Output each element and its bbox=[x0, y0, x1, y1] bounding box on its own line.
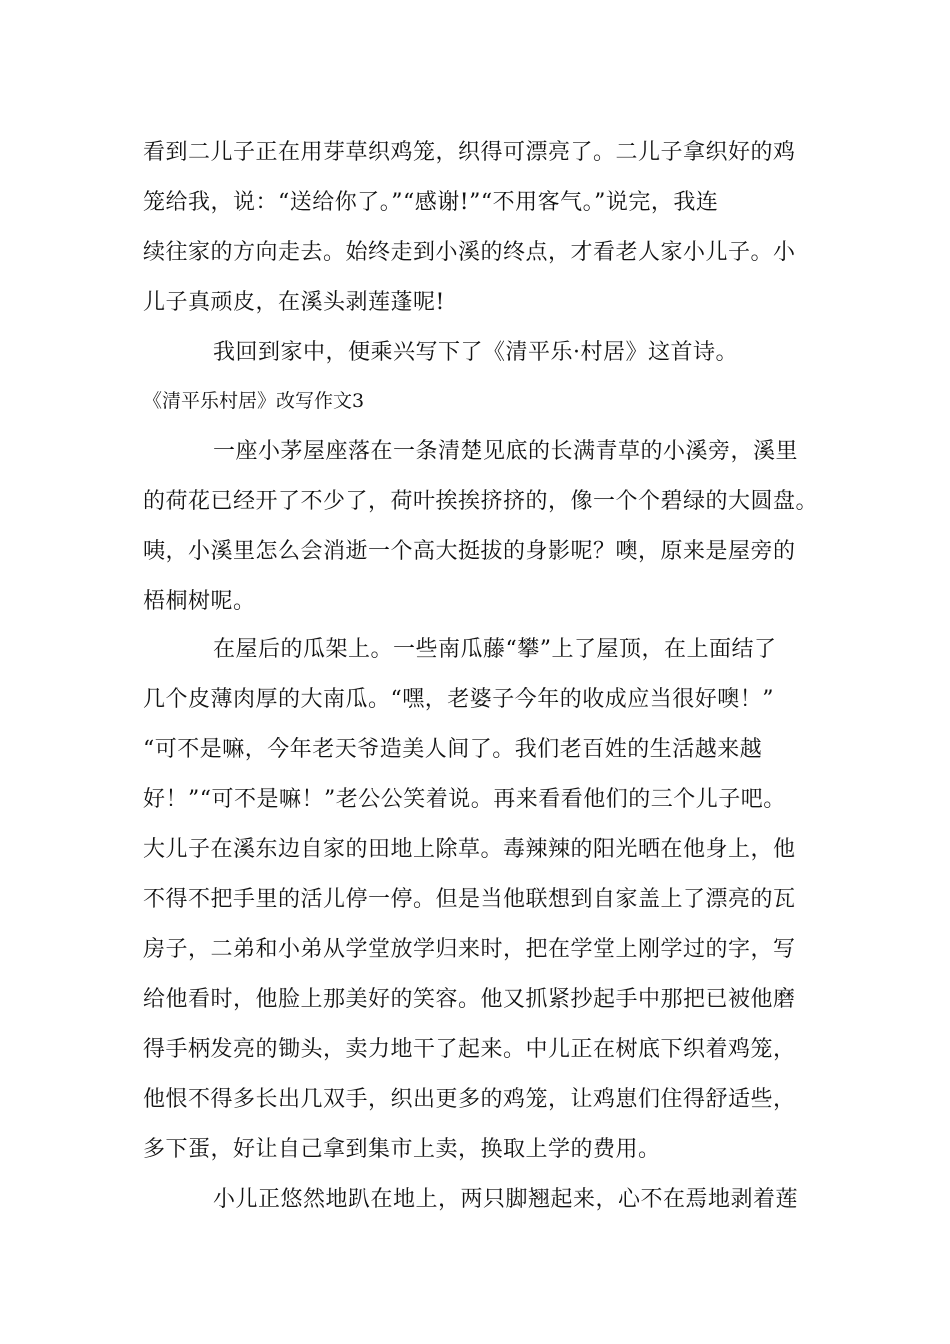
text-line: “可不是嘛，今年老天爷造美人间了。我们老百姓的生活越来越 bbox=[143, 737, 763, 762]
text-line: 不得不把手里的活儿停一停。但是当他联想到自家盖上了漂亮的瓦 bbox=[143, 887, 796, 912]
text-line: 的荷花已经开了不少了，荷叶挨挨挤挤的，像一个个碧绿的大圆盘。 bbox=[143, 489, 819, 514]
text-line: 笼给我，说：“送给你了。”“感谢!”“不用客气。”说完，我连 bbox=[143, 190, 719, 215]
text-line: 咦，小溪里怎么会消逝一个高大挺拔的身影呢？噢，原来是屋旁的 bbox=[143, 539, 796, 564]
text-line: 续往家的方向走去。始终走到小溪的终点，才看老人家小儿子。小 bbox=[143, 240, 796, 265]
text-line: 房子，二弟和小弟从学堂放学归来时，把在学堂上刚学过的字，写 bbox=[143, 937, 796, 962]
text-line: 在屋后的瓜架上。一些南瓜藤“攀”上了屋顶，在上面结了 bbox=[213, 637, 777, 662]
text-line: 多下蛋，好让自己拿到集市上卖，换取上学的费用。 bbox=[143, 1137, 661, 1162]
text-line: 给他看时，他脸上那美好的笑容。他又抓紧抄起手中那把已被他磨 bbox=[143, 987, 796, 1012]
text-line: 小儿正悠然地趴在地上，两只脚翘起来，心不在焉地剥着莲 bbox=[213, 1187, 799, 1212]
text-line: 几个皮薄肉厚的大南瓜。“嘿，老婆子今年的收成应当很好噢！” bbox=[143, 687, 774, 712]
text-line: 一座小茅屋座落在一条清楚见底的长满青草的小溪旁，溪里 bbox=[213, 439, 799, 464]
text-line: 看到二儿子正在用芽草织鸡笼，织得可漂亮了。二儿子拿织好的鸡 bbox=[143, 140, 796, 165]
text-line: 他恨不得多长出几双手，织出更多的鸡笼，让鸡崽们住得舒适些， bbox=[143, 1087, 796, 1112]
section-heading: 《清平乐村居》改写作文3 bbox=[143, 390, 365, 412]
text-line: 梧桐树呢。 bbox=[143, 589, 256, 614]
text-line: 好！”“可不是嘛！”老公公笑着说。再来看看他们的三个儿子吧。 bbox=[143, 787, 786, 812]
text-line: 得手柄发亮的锄头，卖力地干了起来。中儿正在树底下织着鸡笼， bbox=[143, 1037, 796, 1062]
paragraph-2: 我回到家中，便乘兴写下了《清平乐·村居》这首诗。 bbox=[213, 340, 738, 365]
text-line: 大儿子在溪东边自家的田地上除草。毒辣辣的阳光晒在他身上，他 bbox=[143, 837, 796, 862]
text-line: 儿子真顽皮，在溪头剥莲蓬呢! bbox=[143, 290, 445, 315]
